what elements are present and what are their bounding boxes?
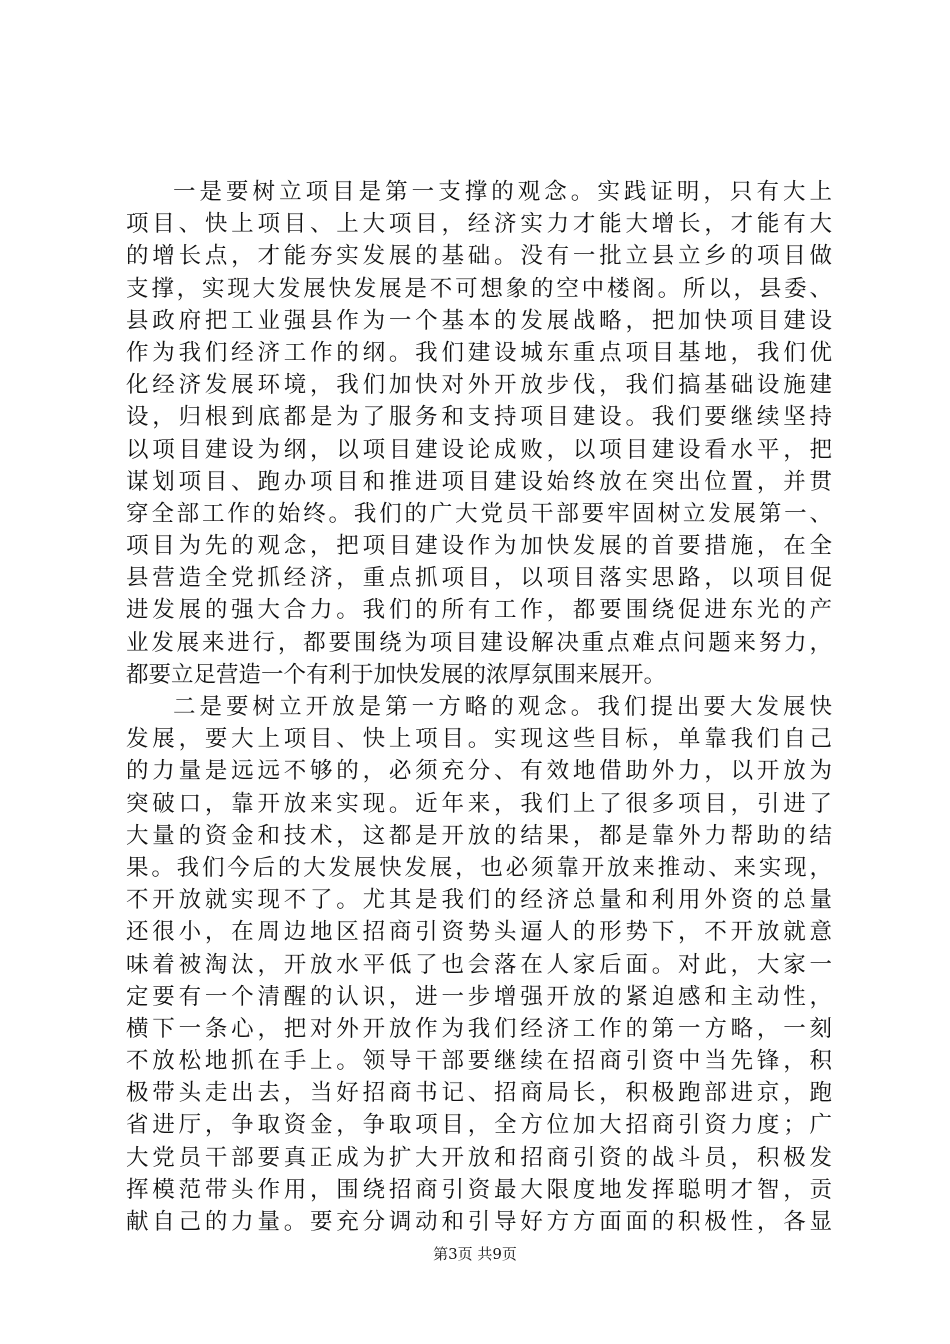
page-number-footer: 第3页 共9页 [433,1245,517,1263]
paragraph-2-line: 还很小，在周边地区招商引资势头逼人的形势下，不开放就意 [126,919,832,946]
paragraph-2-line: 果。我们今后的大发展快发展，也必须靠开放来推动、来实现， [126,854,832,881]
paragraph-1-line: 进发展的强大合力。我们的所有工作，都要围绕促进东光的产 [126,597,832,624]
paragraph-2-line: 突破口，靠开放来实现。近年来，我们上了很多项目，引进了 [126,790,832,817]
paragraph-2-line: 不放松地抓在手上。领导干部要继续在招商引资中当先锋，积 [126,1048,832,1075]
paragraph-1-line: 支撑，实现大发展快发展是不可想象的空中楼阁。所以，县委、 [126,275,832,302]
paragraph-1-line: 以项目建设为纲，以项目建设论成败，以项目建设看水平，把 [126,436,832,463]
paragraph-1-line: 都要立足营造一个有利于加快发展的浓厚氛围来展开。 [126,661,667,688]
paragraph-1-line: 谋划项目、跑办项目和推进项目建设始终放在突出位置，并贯 [126,468,832,495]
document-body [126,176,832,1238]
paragraph-2-line: 大量的资金和技术，这都是开放的结果，都是靠外力帮助的结 [126,822,832,849]
paragraph-1-line: 穿全部工作的始终。我们的广大党员干部要牢固树立发展第一、 [126,500,832,527]
paragraph-1-line: 的增长点，才能夯实发展的基础。没有一批立县立乡的项目做 [126,243,832,270]
paragraph-2-line: 横下一条心，把对外开放作为我们经济工作的第一方略，一刻 [126,1015,832,1042]
paragraph-2-line: 大党员干部要真正成为扩大开放和招商引资的战斗员，积极发 [126,1144,832,1171]
paragraph-2-line: 味着被淘汰，开放水平低了也会落在人家后面。对此，大家一 [126,951,832,978]
paragraph-2-line: 定要有一个清醒的认识，进一步增强开放的紧迫感和主动性， [126,983,832,1010]
paragraph-2-line: 极带头走出去，当好招商书记、招商局长，积极跑部进京，跑 [126,1080,832,1107]
paragraph-2-line: 发展，要大上项目、快上项目。实现这些目标，单靠我们自己 [126,726,832,753]
paragraph-2-line: 省进厅，争取资金，争取项目，全方位加大招商引资力度；广 [126,1112,832,1139]
paragraph-2-line: 挥模范带头作用，围绕招商引资最大限度地发挥聪明才智，贡 [126,1176,832,1203]
paragraph-1-line: 设，归根到底都是为了服务和支持项目建设。我们要继续坚持 [126,404,832,431]
paragraph-2-line: 不开放就实现不了。尤其是我们的经济总量和利用外资的总量 [126,887,832,914]
paragraph-1-line: 一是要树立项目是第一支撑的观念。实践证明，只有大上 [173,179,832,205]
paragraph-1-line: 化经济发展环境，我们加快对外开放步伐，我们搞基础设施建 [126,372,832,399]
paragraph-1-line: 县营造全党抓经济，重点抓项目，以项目落实思路，以项目促 [126,565,832,592]
paragraph-2-line: 献自己的力量。要充分调动和引导好方方面面的积极性，各显 [126,1209,832,1235]
paragraph-2-line: 的力量是远远不够的，必须充分、有效地借助外力，以开放为 [126,758,832,785]
paragraph-1-line: 项目为先的观念，把项目建设作为加快发展的首要措施，在全 [126,533,832,560]
paragraph-1-line: 县政府把工业强县作为一个基本的发展战略，把加快项目建设 [126,307,832,334]
paragraph-1-line: 业发展来进行，都要围绕为项目建设解决重点难点问题来努力， [126,629,832,656]
paragraph-1-line: 作为我们经济工作的纲。我们建设城东重点项目基地，我们优 [126,339,832,366]
paragraph-2-line: 二是要树立开放是第一方略的观念。我们提出要大发展快 [173,694,832,720]
paragraph-1-line: 项目、快上项目、上大项目，经济实力才能大增长，才能有大 [126,211,832,238]
